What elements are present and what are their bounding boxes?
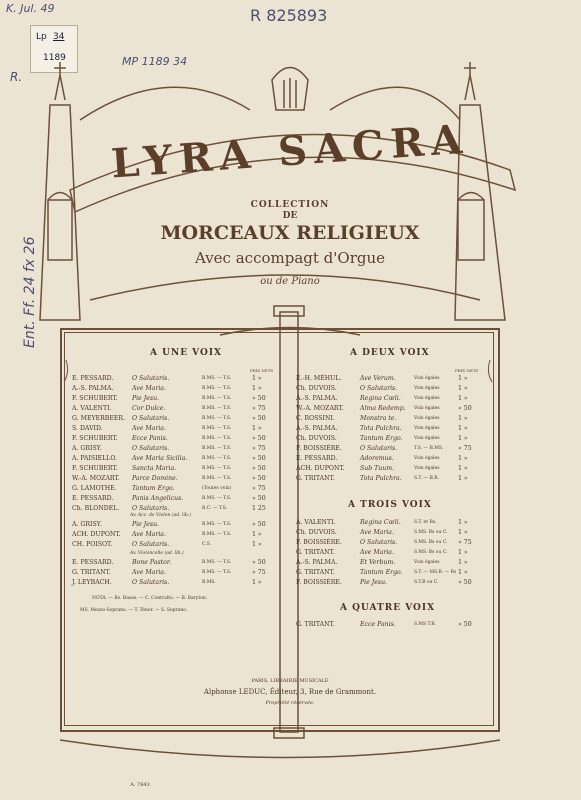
row-composer: F. SCHUBERT. — [72, 465, 118, 472]
row-title: Ave Maria. — [132, 425, 166, 432]
row-composer: Ch. DUVOIS. — [296, 435, 337, 442]
row-voice: (Toutes voix) — [202, 486, 232, 491]
row-voice: B.C. — T.S. — [202, 506, 227, 511]
row-voice: S.MS. Bs ou C. — [414, 550, 448, 555]
row-voice: B.MS. — T.S. — [202, 396, 232, 401]
footer-line-3: Propriété réservée. — [265, 700, 315, 706]
row-price: 1 » — [458, 475, 468, 482]
row-price: » 75 — [252, 405, 266, 412]
row-title: O Salutaris. — [360, 539, 398, 546]
row-composer: A. VALENTI. — [72, 405, 112, 412]
row-composer: G. TRITANT. — [296, 475, 335, 482]
note-top-center: R 825893 — [250, 6, 328, 25]
row-title: O Salutaris. — [360, 385, 398, 392]
row-price: 1 » — [458, 415, 468, 422]
row-composer: W.-A. MOZART. — [296, 405, 344, 412]
row-composer: F. BOISSIÈRE. — [296, 445, 342, 452]
heading-quatre-voix: A QUATRE VOIX — [340, 603, 436, 613]
row-price: » 50 — [252, 415, 266, 422]
cover-accompaniment: Avec accompagt d'Orgue — [194, 249, 386, 267]
row-price: » 50 — [458, 405, 472, 412]
row-voice: S.MS. Bs ou C. — [414, 540, 448, 545]
row-title: O Salutaris. — [360, 445, 398, 452]
row-title: Et Verbum. — [360, 559, 396, 566]
row-title: O Salutaris. — [132, 505, 170, 512]
row-composer: S. DAVID. — [72, 425, 103, 432]
row-price: 1 » — [252, 579, 262, 586]
row-title: O Salutaris. — [132, 375, 170, 382]
row-voice: B.MS. — T.S. — [202, 522, 232, 527]
row-composer: E.-H. MÉHUL. — [296, 375, 342, 382]
row-composer: F. SCHUBERT. — [72, 435, 118, 442]
row-title: Cor Dulce. — [132, 405, 166, 412]
row-title: Ecce Panis. — [132, 435, 168, 442]
row-composer: A. GRISY. — [72, 445, 102, 452]
row-voice: B.MS. — T.S. — [202, 560, 232, 565]
row-composer: G. TRITANT. — [296, 569, 335, 576]
row-price: 1 » — [458, 529, 468, 536]
row-composer: A. VALENTI. — [296, 519, 336, 526]
row-title: Tantum Ergo. — [132, 485, 175, 492]
row-price: 1 » — [458, 465, 468, 472]
row-price: 1 » — [458, 569, 468, 576]
row-title: O Salutaris. — [132, 579, 170, 586]
row-voice: B.MS. — T.S. — [202, 476, 232, 481]
stamp-line-1: Lp — [36, 32, 47, 42]
row-voice: S.T. — B.B. — [414, 476, 439, 481]
row-price: 1 » — [252, 541, 262, 548]
row-price: » 50 — [252, 465, 266, 472]
row-composer: CH. POISOT. — [72, 541, 113, 548]
row-price: 1 » — [458, 519, 468, 526]
row-title: Ave Maria. — [132, 385, 166, 392]
row-price: » 50 — [252, 395, 266, 402]
row-composer: A.-S. PALMA. — [296, 395, 338, 402]
row-composer: G. TRITANT. — [296, 549, 335, 556]
footer-line-2: Alphonse LEDUC, Éditeur, 3, Rue de Grammont. — [203, 688, 377, 696]
row-price: » 75 — [252, 485, 266, 492]
row-composer: E. PESSARD. — [72, 375, 114, 382]
row-voice: S.T. — MS.B. — Bs — [414, 570, 457, 575]
row-voice: B.MS. — T.S. — [202, 446, 232, 451]
row-composer: W.-A. MOZART. — [72, 475, 120, 482]
heading-deux-voix: A DEUX VOIX — [350, 348, 430, 358]
row-voice: Voix égales — [414, 416, 440, 421]
row-price: » 50 — [252, 475, 266, 482]
row-voice: Voix égales — [414, 396, 440, 401]
row-title: Tantum Ergo. — [360, 435, 403, 442]
row-voice: B.MS. — T.S. — [202, 532, 232, 537]
row-voice: C.S. — [202, 542, 212, 547]
row-title: Pie Jesu. — [360, 579, 388, 586]
row-price: 1 » — [458, 385, 468, 392]
legend-line-1: NOTA. — Bs. Basse. — C. Contralto. — B. Baryton. — [92, 596, 208, 601]
row-voice: B.MS. — T.S. — [202, 436, 232, 441]
row-price: » 50 — [252, 455, 266, 462]
note-violoncelle: Av. Violoncelle (ad. lib.) — [130, 551, 184, 556]
row-price: 1 » — [458, 559, 468, 566]
row-price: » 50 — [458, 579, 472, 586]
row-voice: Voix égales — [414, 386, 440, 391]
row-title: Ecce Panis. — [360, 621, 396, 628]
row-voice: Voix égales — [414, 560, 440, 565]
legend-line-2: MS. Mezzo-Soprano. — T. Ténor. — S. Soprano. — [80, 608, 188, 613]
row-voice: B.MS. — T.S. — [202, 416, 232, 421]
row-composer: Ch. BLONDEL. — [72, 505, 120, 512]
row-voice: B.MS. — T.S. — [202, 406, 232, 411]
row-title: Ave Maria Sicilia. — [132, 455, 188, 462]
cover-collection: COLLECTION — [250, 200, 330, 210]
row-price: » 75 — [252, 445, 266, 452]
cover-ou-piano: ou de Piano — [260, 276, 320, 287]
row-voice: B.MS. — T.S. — [202, 496, 232, 501]
row-price: » 75 — [458, 445, 472, 452]
cover-de: DE — [282, 211, 298, 221]
row-price: » 50 — [252, 435, 266, 442]
row-voice: S.T. et Bs. — [414, 520, 437, 525]
row-price: 1 » — [458, 435, 468, 442]
row-voice: T.S. — B.MS. — [414, 446, 444, 451]
note-left-letter: R. — [10, 70, 23, 84]
cover-subtitle: MORCEAUX RELIGIEUX — [160, 222, 420, 244]
row-title: Ave Maria. — [132, 569, 166, 576]
row-title: Pie Jesu. — [132, 521, 160, 528]
row-title: Sancta Maria. — [132, 465, 177, 472]
row-voice: Voix égales — [414, 376, 440, 381]
row-title: Ave Maria. — [360, 529, 394, 536]
row-voice: B.MS. — T.S. — [202, 386, 232, 391]
row-title: O Salutaris. — [132, 415, 170, 422]
row-composer: F. BOISSIÈRE. — [296, 579, 342, 586]
row-price: 1 » — [252, 385, 262, 392]
row-voice: B.MS. — [202, 580, 216, 585]
row-voice: S.MS T.B. — [414, 622, 436, 627]
row-composer: ACH. DUPONT. — [72, 531, 121, 538]
row-price: » 50 — [252, 495, 266, 502]
row-title: Regina Cœli. — [360, 395, 401, 402]
note-top-left: K. Jul. 49 — [6, 2, 55, 15]
row-voice: Voix égales — [414, 456, 440, 461]
row-composer: G. TRITANT. — [72, 569, 111, 576]
row-composer: A. PAISIELLO. — [72, 455, 118, 462]
row-title: Tota Pulchra. — [360, 425, 402, 432]
row-title: Ave Maria. — [132, 531, 166, 538]
row-title: Regina Cœli. — [360, 519, 401, 526]
row-voice: Voix égales — [414, 406, 440, 411]
row-price: 1 » — [252, 531, 262, 538]
row-price: 1 » — [252, 375, 262, 382]
row-voice: S.T.B ou C. — [414, 580, 439, 585]
heading-une-voix: A UNE VOIX — [150, 348, 223, 358]
row-title: O Salutaris. — [132, 445, 170, 452]
row-composer: G. MEYERBEER. — [72, 415, 125, 422]
row-price: 1 25 — [252, 505, 266, 512]
row-title: Panis Angelicus. — [132, 495, 184, 502]
row-title: O Salutaris. — [132, 541, 170, 548]
stamp-line-2: 34 — [53, 32, 65, 42]
row-composer: G. LAMOTHE. — [72, 485, 117, 492]
row-composer: A. GRISY. — [72, 521, 102, 528]
row-composer: F. BOISSIÈRE. — [296, 539, 342, 546]
row-voice: B.MS. — T.S. — [202, 570, 232, 575]
stamp-line-3: 1189 — [43, 53, 66, 63]
row-price: » 75 — [252, 569, 266, 576]
plate-number: A. 7843 — [130, 782, 150, 788]
prix-label-right: PRIX NETS — [455, 368, 479, 373]
row-voice: Voix égales — [414, 436, 440, 441]
row-voice: B.MS. — T.S. — [202, 466, 232, 471]
row-composer: F. SCHUBERT. — [72, 395, 118, 402]
row-voice: B.MS. — T.S. — [202, 376, 232, 381]
row-price: 1 » — [458, 425, 468, 432]
row-composer: C. ROSSINI. — [296, 415, 335, 422]
row-title: Adoremus. — [360, 455, 394, 462]
row-title: Ave Verum. — [360, 375, 396, 382]
note-violon: Av. Acc. de Violon (ad. lib.) — [130, 513, 191, 518]
row-price: » 50 — [252, 559, 266, 566]
row-composer: Ch. DUVOIS. — [296, 385, 337, 392]
heading-trois-voix: A TROIS VOIX — [348, 500, 432, 510]
row-voice: S.MS. Bs ou C. — [414, 530, 448, 535]
row-composer: ACH. DUPONT. — [296, 465, 345, 472]
row-title: Parce Domine. — [132, 475, 178, 482]
row-title: Pie Jesu. — [132, 395, 160, 402]
footer-line-1: PARIS, LIBRAIRIE MUSICALE — [251, 678, 329, 684]
row-voice: Voix égales — [414, 426, 440, 431]
prix-label-left: PRIX NETS — [250, 368, 274, 373]
row-title: Tantum Ergo. — [360, 569, 403, 576]
row-price: 1 » — [458, 395, 468, 402]
row-price: 1 » — [252, 425, 262, 432]
row-composer: E. PESSARD. — [72, 495, 114, 502]
row-voice: Voix égales — [414, 466, 440, 471]
note-mp-number: MP 1189 34 — [122, 55, 188, 68]
row-title: Monstra te. — [360, 415, 397, 422]
row-title: Bone Pastor. — [132, 559, 172, 566]
row-price: 1 » — [458, 375, 468, 382]
row-title: Ave Maria. — [360, 549, 394, 556]
row-voice: B.MS. — T.S. — [202, 426, 232, 431]
row-title: Tota Pulchra. — [360, 475, 402, 482]
row-price: » 50 — [458, 621, 472, 628]
row-composer: A.-S. PALMA. — [296, 425, 338, 432]
note-left-vertical: Ent. Ff. 24 fx 26 — [22, 236, 38, 348]
row-price: » 75 — [458, 539, 472, 546]
row-title: Sub Tuum. — [360, 465, 395, 472]
cover-title: LYRA SACRA — [109, 115, 471, 188]
row-price: 1 » — [458, 549, 468, 556]
row-price: 1 » — [458, 455, 468, 462]
row-composer: Ch. DUVOIS. — [296, 529, 337, 536]
row-price: » 50 — [252, 521, 266, 528]
row-composer: E. PESSARD. — [72, 559, 114, 566]
row-composer: A.-S. PALMA. — [72, 385, 114, 392]
row-composer: E. PESSARD. — [296, 455, 338, 462]
row-title: Alma Redemp. — [360, 405, 406, 412]
row-composer: A.-S. PALMA. — [296, 559, 338, 566]
row-composer: G. TRITANT. — [296, 621, 335, 628]
row-voice: B.MS. — T.S. — [202, 456, 232, 461]
row-composer: J. LEYBACH. — [72, 579, 112, 586]
